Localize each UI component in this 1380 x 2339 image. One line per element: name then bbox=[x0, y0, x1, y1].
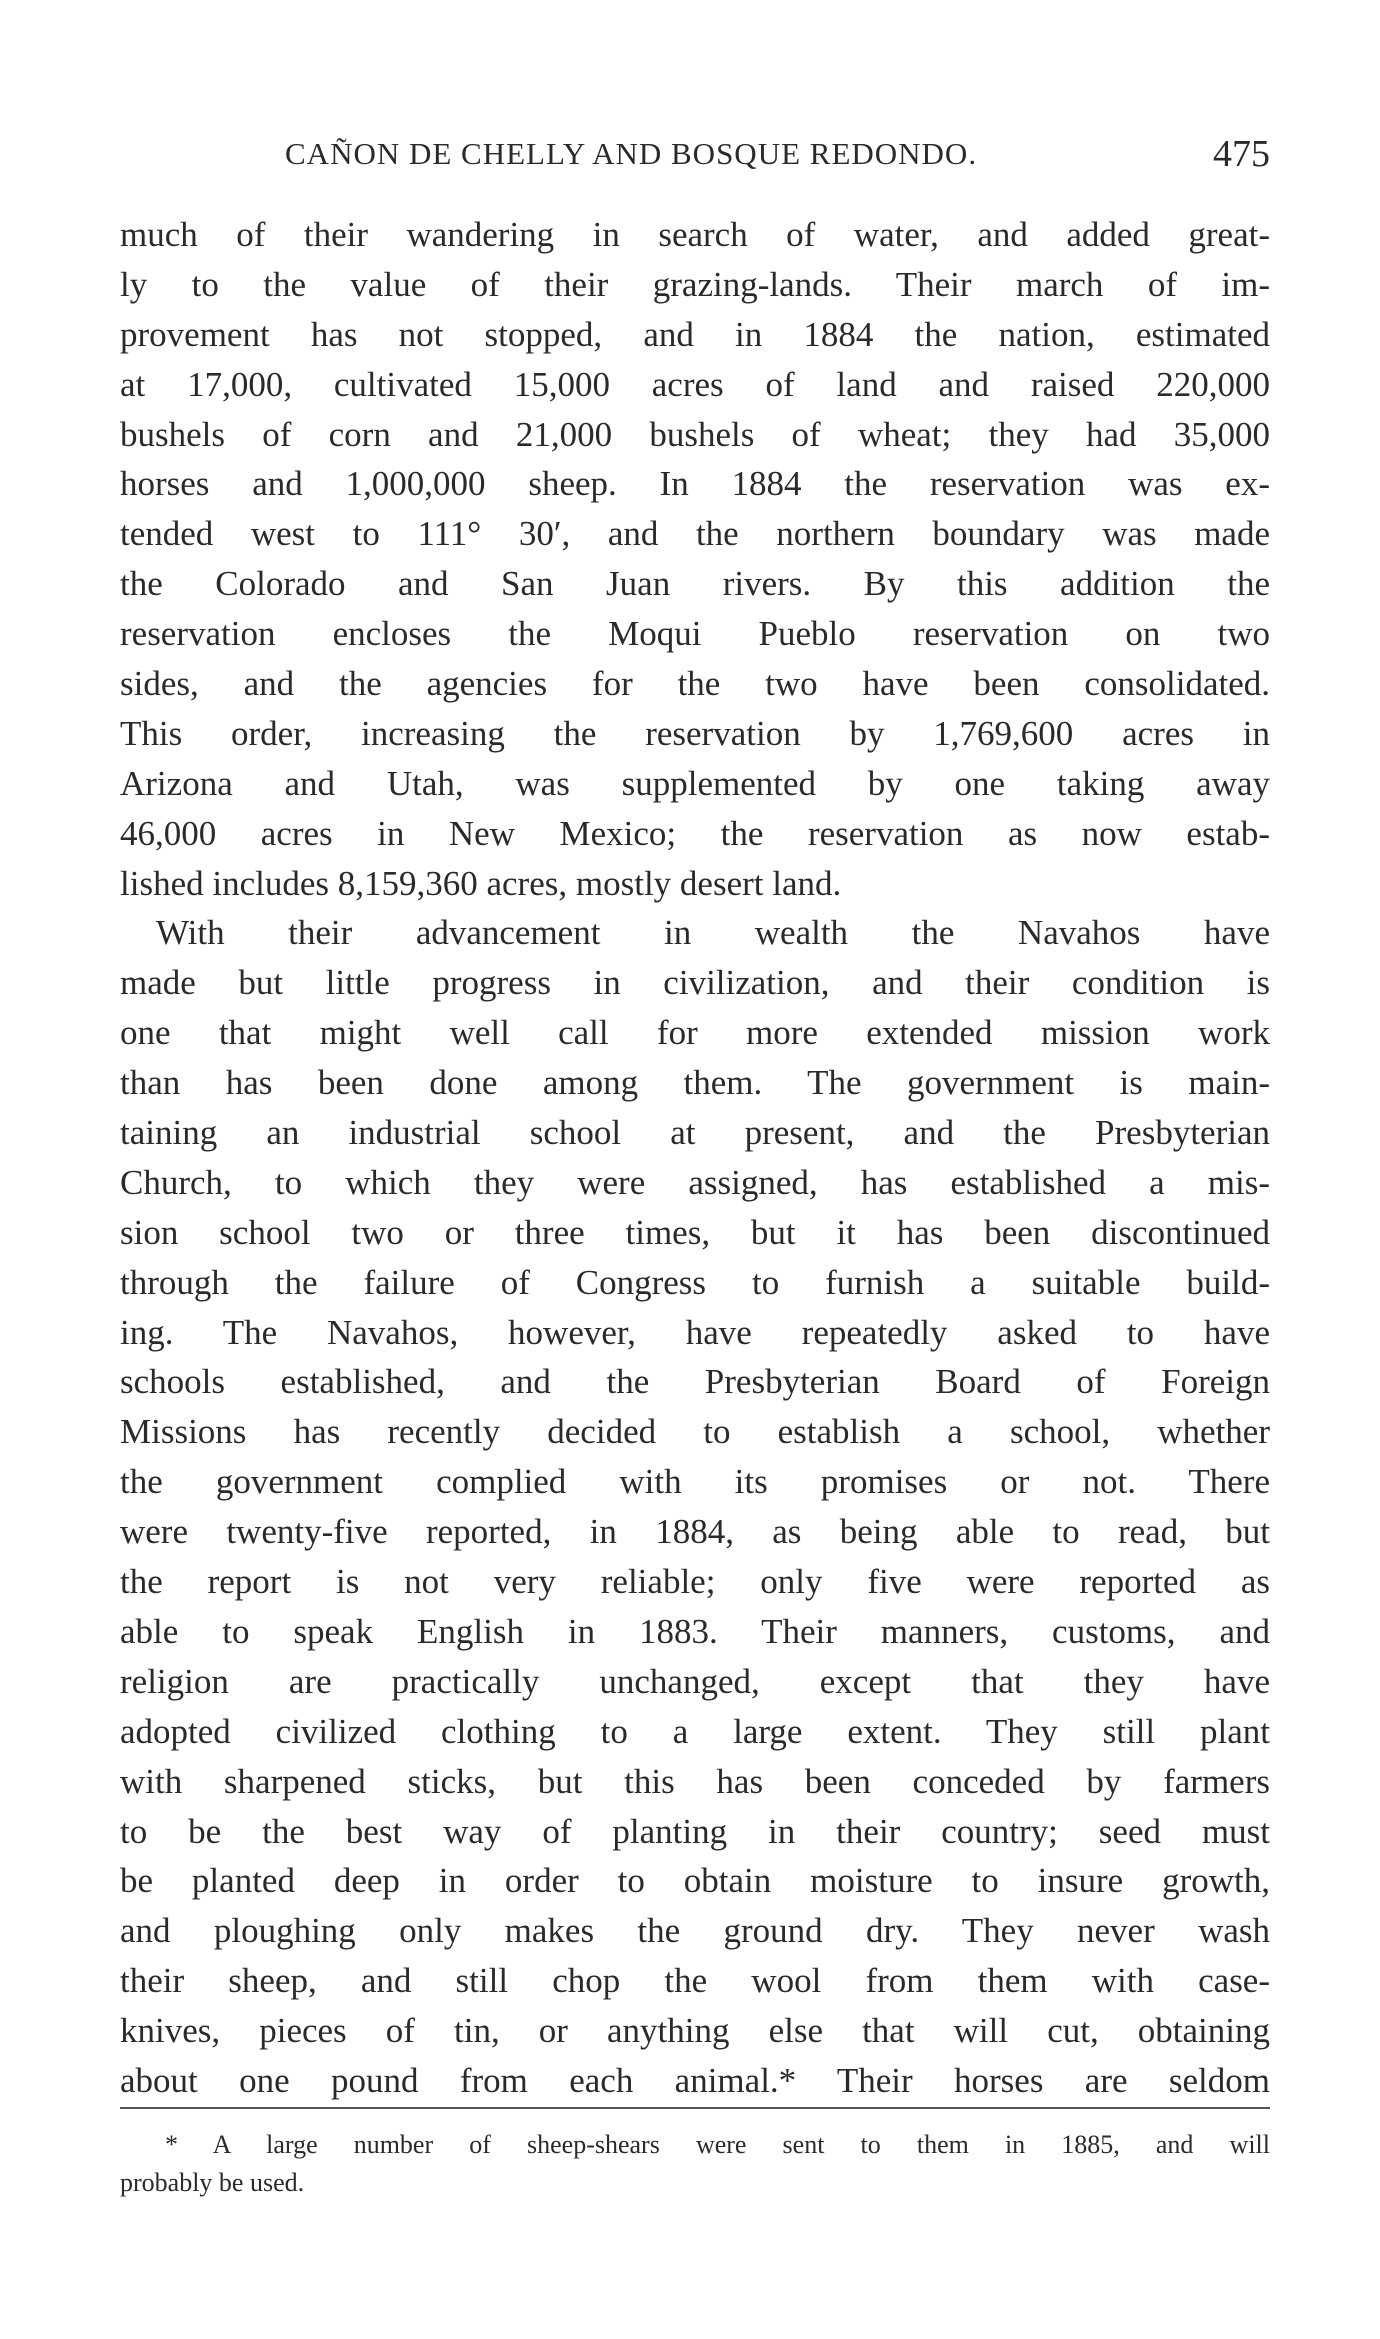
text-line: religion are practically unchanged, except that they have bbox=[120, 1661, 1270, 1701]
text-line: the Colorado and San Juan rivers. By this addition the bbox=[120, 564, 1270, 604]
footnote-divider bbox=[120, 2107, 1270, 2109]
page-number: 475 bbox=[1213, 133, 1270, 175]
text-line: the report is not very reliable; only five were reported as bbox=[120, 1562, 1270, 1602]
footnote-line: * A large number of sheep-shears were sent to them in 1885, and will bbox=[165, 2130, 1270, 2159]
text-line: about one pound from each animal.* Their horses are seldom bbox=[120, 2060, 1270, 2100]
text-line: much of their wandering in search of water, and added great- bbox=[120, 215, 1270, 254]
text-line: made but little progress in civilization, and their condition is bbox=[120, 963, 1270, 1003]
text-line: schools established, and the Presbyterian Board of Foreign bbox=[120, 1362, 1270, 1402]
running-title: CAÑON DE CHELLY AND BOSQUE REDONDO. bbox=[285, 136, 978, 171]
text-line: This order, increasing the reservation by 1,769,600 acres in bbox=[120, 713, 1270, 753]
text-line: were twenty-five reported, in 1884, as being able to read, but bbox=[120, 1512, 1270, 1552]
text-line: horses and 1,000,000 sheep. In 1884 the reservation was ex- bbox=[120, 464, 1270, 504]
text-line: and ploughing only makes the ground dry. They never wash bbox=[120, 1911, 1270, 1951]
text-line: sion school two or three times, but it has been discontinued bbox=[120, 1212, 1270, 1252]
footnote-line: probably be used. bbox=[120, 2168, 305, 2197]
text-line: ly to the value of their grazing-lands. Their march of im- bbox=[120, 264, 1270, 304]
text-line: be planted deep in order to obtain moisture to insure growth, bbox=[120, 1861, 1270, 1901]
text-line: their sheep, and still chop the wool from them with case- bbox=[120, 1961, 1270, 2001]
text-line: Church, to which they were assigned, has established a mis- bbox=[120, 1162, 1270, 1202]
text-line: sides, and the agencies for the two have been consolidated. bbox=[120, 664, 1270, 704]
text-line: Arizona and Utah, was supplemented by one taking away bbox=[120, 763, 1270, 803]
text-line: than has been done among them. The government is main- bbox=[120, 1063, 1270, 1103]
running-head bbox=[120, 128, 1270, 178]
text-line: adopted civilized clothing to a large extent. They still plant bbox=[120, 1711, 1270, 1751]
text-line: taining an industrial school at present, and the Presbyterian bbox=[120, 1113, 1270, 1153]
text-line: one that might well call for more extended mission work bbox=[120, 1013, 1270, 1053]
text-line: Missions has recently decided to establish a school, whether bbox=[120, 1412, 1270, 1452]
text-line: 46,000 acres in New Mexico; the reservation as now estab- bbox=[120, 813, 1270, 853]
text-line: reservation encloses the Moqui Pueblo reservation on two bbox=[120, 614, 1270, 654]
text-line: at 17,000, cultivated 15,000 acres of land and raised 220,000 bbox=[120, 364, 1270, 404]
text-line: provement has not stopped, and in 1884 the nation, estimated bbox=[120, 314, 1270, 354]
text-line: tended west to 111° 30′, and the northern boundary was made bbox=[120, 514, 1270, 554]
text-line: knives, pieces of tin, or anything else that will cut, obtaining bbox=[120, 2011, 1270, 2051]
text-line: the government complied with its promises or not. There bbox=[120, 1462, 1270, 1502]
text-line: to be the best way of planting in their country; seed must bbox=[120, 1811, 1270, 1851]
text-line: lished includes 8,159,360 acres, mostly desert land. bbox=[120, 863, 842, 903]
text-line: through the failure of Congress to furnish a suitable build- bbox=[120, 1262, 1270, 1302]
footnote bbox=[120, 2126, 1270, 2202]
text-line: with sharpened sticks, but this has been conceded by farmers bbox=[120, 1761, 1270, 1801]
text-line: bushels of corn and 21,000 bushels of wheat; they had 35,000 bbox=[120, 414, 1270, 454]
paragraph-start-line: With their advancement in wealth the Navahos have bbox=[156, 913, 1270, 953]
text-line: ing. The Navahos, however, have repeatedly asked to have bbox=[120, 1312, 1270, 1352]
text-line: able to speak English in 1883. Their manners, customs, and bbox=[120, 1611, 1270, 1651]
body-text bbox=[120, 210, 1270, 2106]
